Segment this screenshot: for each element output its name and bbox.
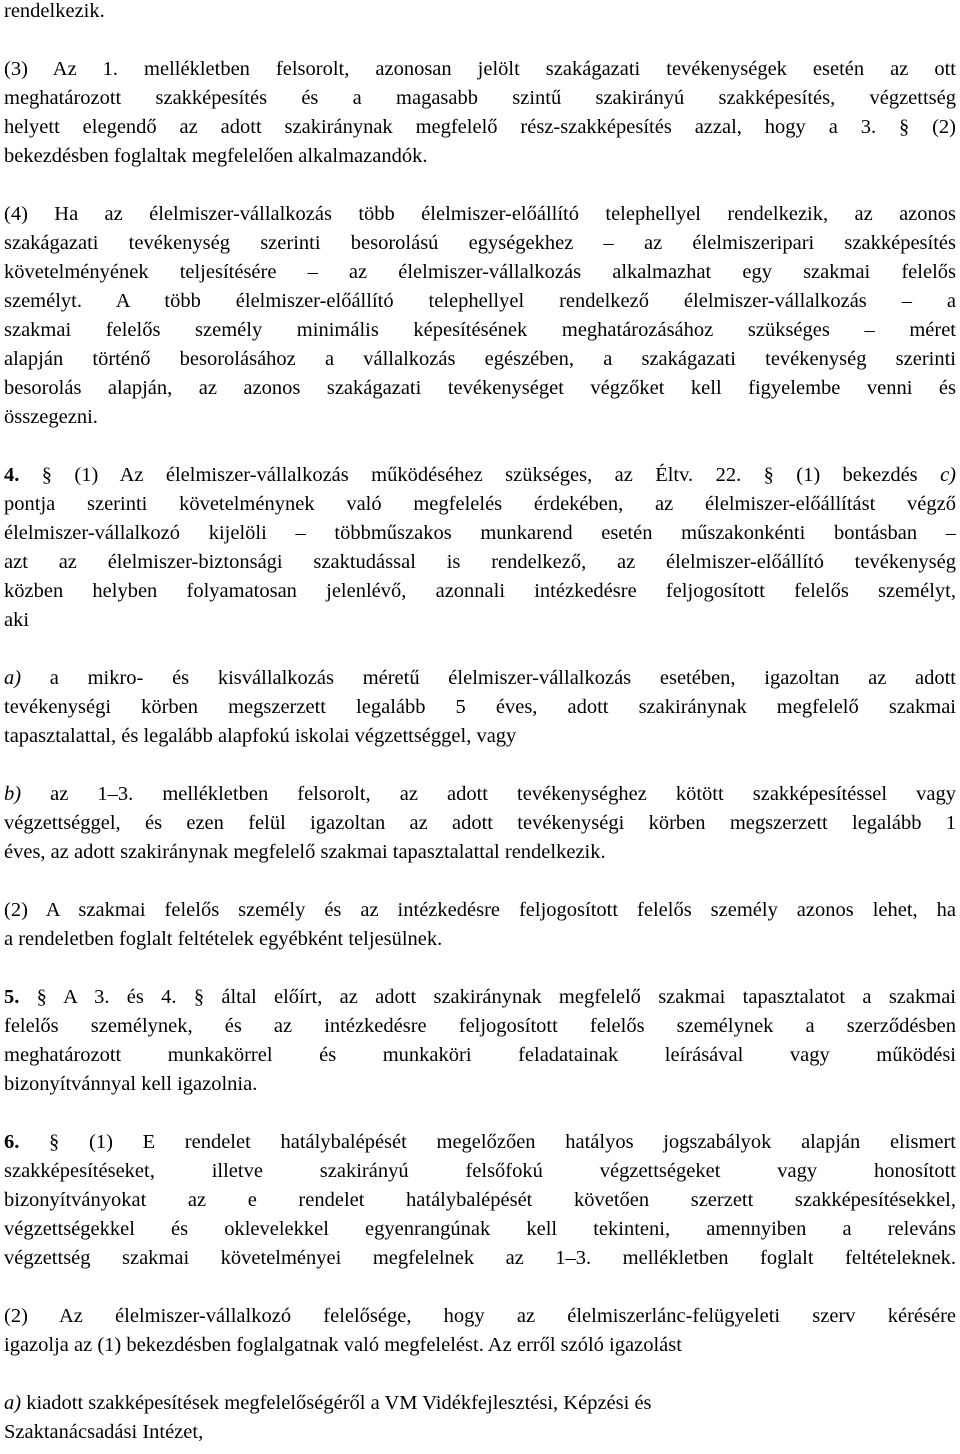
text-line: a) a mikro- és kisvállalkozás méretű élelmiszer-vállalkozás esetében, igazoltan az adott [4,667,956,689]
text-line: igazolja az (1) bekezdésben foglalgatnak való megfelelést. Az erről szóló igazolást [4,1334,682,1356]
text-line: 5. § A 3. és 4. § által előírt, az adott szakiránynak megfelelő szakmai tapasztalatot a szakmai [4,986,956,1008]
text-line: (3) Az 1. mellékletben felsorolt, azonosan jelölt szakágazati tevékenységek esetén az ott [4,58,956,80]
text-line: aki [4,609,30,631]
text-line: meghatározott munkakörrel és munkaköri feladatainak leírásával vagy működési [4,1044,956,1066]
text-line: szakmai felelős személy minimális képesítésének meghatározásához szükséges – méret [4,319,956,341]
text-line: végzettséggel, és ezen felül igazoltan az adott tevékenységi körben megszerzett legalább 1 [4,812,956,834]
text-line: végzettségekkel és oklevelekkel egyenrangúnak kell tekinteni, amennyiben a releváns [4,1218,956,1240]
text-line: meghatározott szakképesítés és a magasabb szintű szakirányú szakképesítés, végzettség [4,87,956,109]
text-line: a) kiadott szakképesítések megfelelőségéről a VM Vidékfejlesztési, Képzési és [4,1392,652,1414]
text-line: élelmiszer-vállalkozó kijelöli – többműszakos munkarend esetén műszakonkénti bontásban – [4,522,956,544]
text-line: azt az élelmiszer-biztonsági szaktudással is rendelkező, az élelmiszer-előállító tevékenység [4,551,956,573]
text-line: személyt. A több élelmiszer-előállító telephellyel rendelkező élelmiszer-vállalkozás – a [4,290,956,312]
text-line: végzettség szakmai követelményei megfelelnek az 1–3. mellékletben foglalt feltételeknek. [4,1247,956,1269]
text-line: (2) A szakmai felelős személy és az intézkedésre feljogosított felelős személy azonos lehet, ha [4,899,956,921]
text-line: bekezdésben foglaltak megfelelően alkalmazandók. [4,145,428,167]
text-line: követelményének teljesítésére – az élelmiszer-vállalkozás alkalmazhat egy szakmai felelős [4,261,956,283]
text-line: felelős személynek, és az intézkedésre feljogosított felelős személynek a szerződésben [4,1015,956,1037]
text-line: szakképesítéseket, illetve szakirányú felsőfokú végzettségeket vagy honosított [4,1160,956,1182]
text-line: bizonyítványokat az e rendelet hatálybalépését követően szerzett szakképesítésekkel, [4,1189,956,1211]
text-line: összegezni. [4,406,98,428]
text-line: rendelkezik. [4,0,105,22]
text-line: szakágazati tevékenység szerinti besorolású egységekhez – az élelmiszeripari szakképesítés [4,232,956,254]
text-line: éves, az adott szakiránynak megfelelő szakmai tapasztalattal rendelkezik. [4,841,606,863]
text-line: 6. § (1) E rendelet hatálybalépését megelőzően hatályos jogszabályok alapján elismert [4,1131,956,1153]
text-line: tapasztalattal, és legalább alapfokú iskolai végzettséggel, vagy [4,725,517,747]
text-line: Szaktanácsadási Intézet, [4,1421,204,1443]
text-line: 4. § (1) Az élelmiszer-vállalkozás működéséhez szükséges, az Éltv. 22. § (1) bekezdés c) [4,464,956,486]
text-line: pontja szerinti követelménynek való megfelelés érdekében, az élelmiszer-előállítást végző [4,493,956,515]
text-line: közben helyben folyamatosan jelenlévő, azonnali intézkedésre feljogosított felelős személyt, [4,580,956,602]
text-line: a rendeletben foglalt feltételek egyébként teljesülnek. [4,928,443,950]
text-line: b) az 1–3. mellékletben felsorolt, az adott tevékenységhez kötött szakképesítéssel vagy [4,783,956,805]
text-line: helyett elegendő az adott szakiránynak megfelelő rész-szakképesítés azzal, hogy a 3. § (2) [4,116,956,138]
text-line: alapján történő besorolásához a vállalkozás egészében, a szakágazati tevékenység szerinti [4,348,956,370]
text-line: besorolás alapján, az azonos szakágazati tevékenységet végzőket kell figyelembe venni és [4,377,956,399]
text-line: tevékenységi körben megszerzett legalább 5 éves, adott szakiránynak megfelelő szakmai [4,696,956,718]
text-line: (4) Ha az élelmiszer-vállalkozás több élelmiszer-előállító telephellyel rendelkezik, az azonos [4,203,956,225]
text-line: bizonyítvánnyal kell igazolnia. [4,1073,258,1095]
text-line: (2) Az élelmiszer-vállalkozó felelősége, hogy az élelmiszerlánc-felügyeleti szerv kérésére [4,1305,956,1327]
